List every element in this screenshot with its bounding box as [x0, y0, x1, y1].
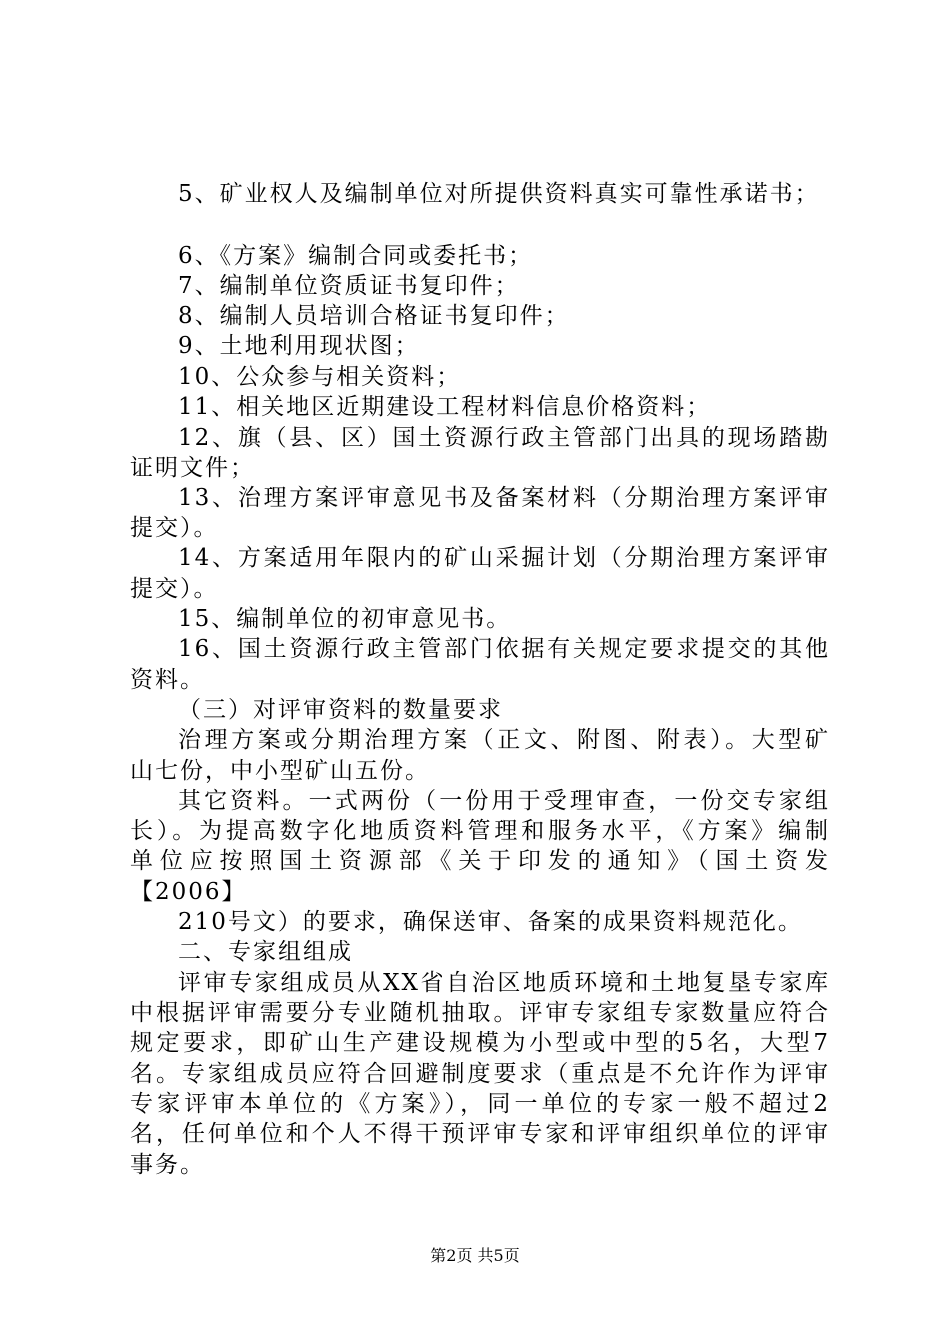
paragraph-line: 12、旗（县、区）国土资源行政主管部门出具的现场踏勘: [178, 425, 830, 451]
paragraph-line: 单位应按照国土资源部《关于印发的通知》（国土资发: [130, 848, 830, 874]
paragraph-line: 6、《方案》编制合同或委托书；: [178, 243, 534, 269]
section-heading: 二、专家组组成: [178, 939, 353, 965]
paragraph-line: 14、方案适用年限内的矿山采掘计划（分期治理方案评审: [178, 545, 830, 571]
paragraph-line: 中根据评审需要分专业随机抽取。评审专家组专家数量应符合: [130, 1000, 830, 1026]
paragraph-line: 评审专家组成员从XX省自治区地质环境和土地复垦专家库: [178, 970, 830, 996]
paragraph-line: 专家评审本单位的《方案》），同一单位的专家一般不超过2: [130, 1091, 830, 1117]
paragraph-line: 13、治理方案评审意见书及备案材料（分期治理方案评审: [178, 485, 830, 511]
section-heading: （三）对评审资料的数量要求: [178, 697, 503, 723]
paragraph-line: 名，任何单位和个人不得干预评审专家和评审组织单位的评审: [130, 1121, 830, 1147]
paragraph-line: 其它资料。一式两份（一份用于受理审查，一份交专家组: [178, 788, 830, 814]
paragraph-line: 9、土地利用现状图；: [178, 333, 420, 359]
paragraph-line: 10、公众参与相关资料；: [178, 364, 462, 390]
paragraph-line: 规定要求，即矿山生产建设规模为小型或中型的5名，大型7: [130, 1030, 830, 1056]
paragraph-line: 长）。为提高数字化地质资料管理和服务水平，《方案》编制: [130, 818, 830, 844]
paragraph-line: 山七份，中小型矿山五份。: [130, 758, 430, 784]
paragraph-line: 8、编制人员培训合格证书复印件；: [178, 303, 570, 329]
paragraph-line: 证明文件；: [130, 455, 255, 481]
paragraph-line: 210号文）的要求，确保送审、备案的成果资料规范化。: [178, 909, 803, 935]
paragraph-line: 5、矿业权人及编制单位对所提供资料真实可靠性承诺书；: [178, 181, 820, 207]
paragraph-line: 【2006】: [130, 879, 247, 905]
paragraph-line: 16、国土资源行政主管部门依据有关规定要求提交的其他: [178, 636, 830, 662]
page-number-footer: 第2页 共5页: [430, 1246, 520, 1265]
paragraph-line: 名。专家组成员应符合回避制度要求（重点是不允许作为评审: [130, 1061, 830, 1087]
paragraph-line: 治理方案或分期治理方案（正文、附图、附表）。大型矿: [178, 727, 830, 753]
paragraph-line: 资料。: [130, 667, 205, 693]
paragraph-line: 提交）。: [130, 515, 219, 541]
paragraph-line: 11、相关地区近期建设工程材料信息价格资料；: [178, 394, 712, 420]
paragraph-line: 15、编制单位的初审意见书。: [178, 606, 512, 632]
paragraph-line: 提交）。: [130, 576, 219, 602]
paragraph-line: 7、编制单位资质证书复印件；: [178, 273, 520, 299]
paragraph-line: 事务。: [130, 1152, 205, 1178]
